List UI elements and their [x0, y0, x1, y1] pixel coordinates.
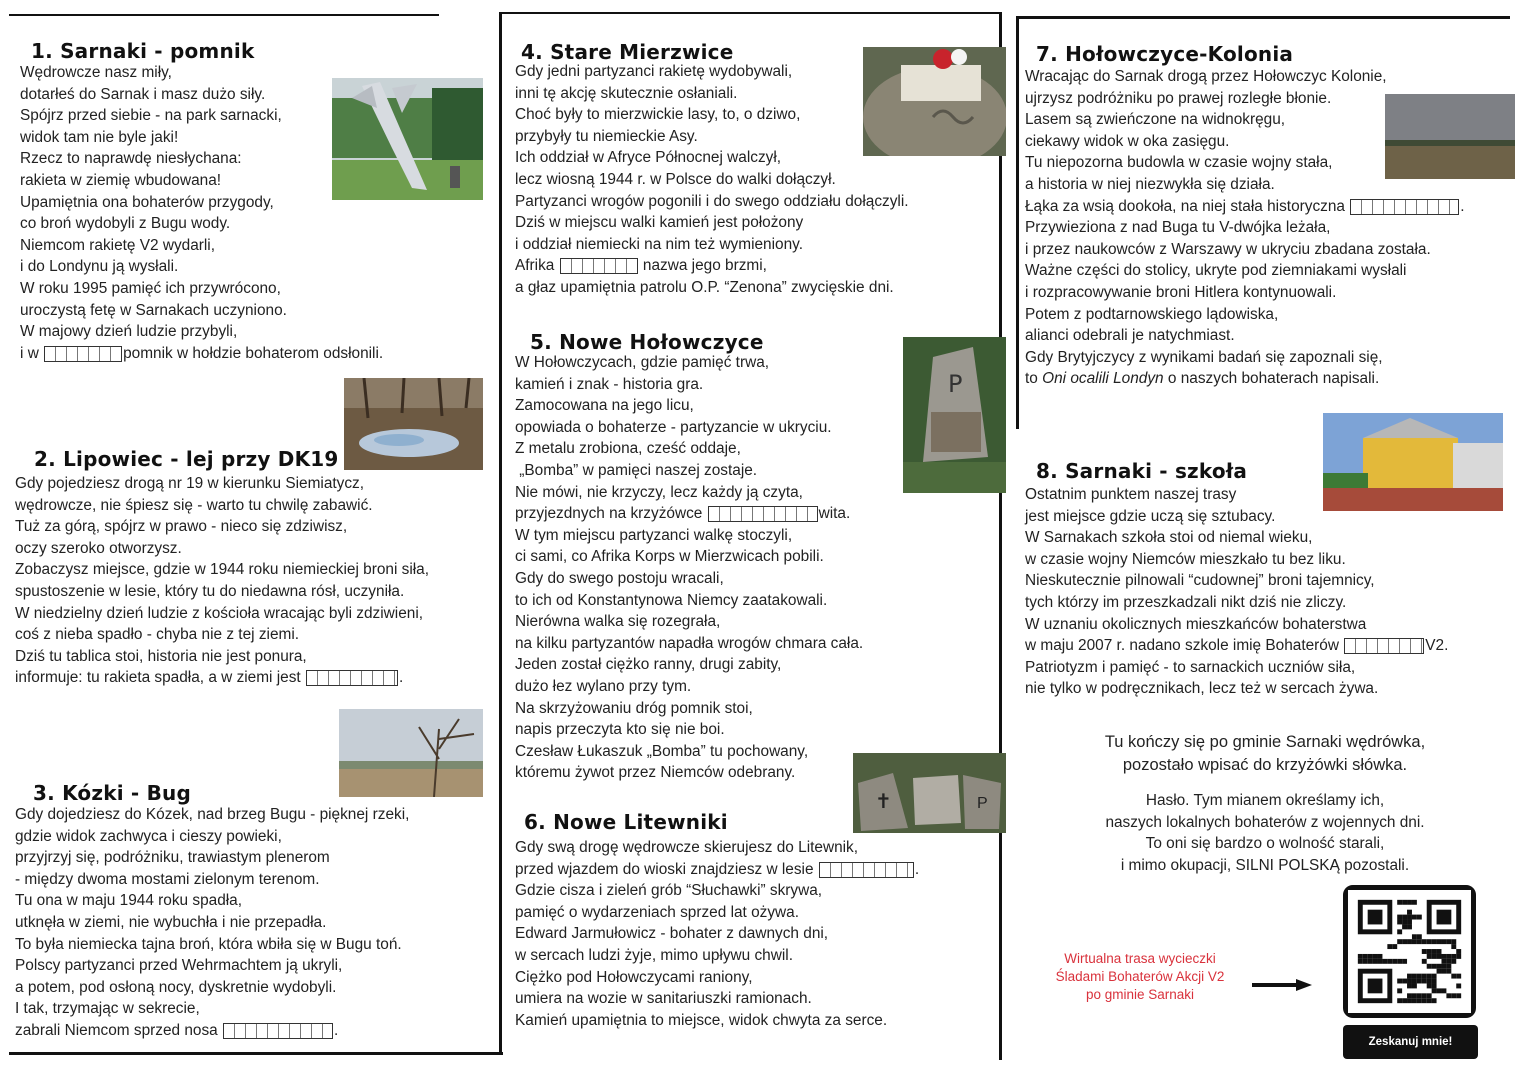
poem-line: Ciężko pod Hołowczycami raniony,	[515, 968, 753, 986]
poem-line: i oddział niemiecki na nim też wymieniony.	[515, 235, 803, 253]
poem-line: napis przeczyta kto się nie boi.	[515, 721, 725, 739]
poem-line: Jeden został ciężko ranny, drugi zabity,	[515, 656, 782, 674]
poem-line: i rozpracowywanie broni Hitlera kontynuowali.	[1025, 283, 1337, 301]
line-text: .	[334, 1021, 339, 1039]
poem-line: to ich od Konstantynowa Niemcy zaatakowali.	[515, 591, 828, 609]
poem-line: tych którzy im przeszkadzali nikt dziś nie zliczy.	[1025, 593, 1347, 611]
poem-line: Na skrzyżowaniu dróg pomnik stoi,	[515, 699, 753, 717]
section-3-poem	[15, 804, 409, 1042]
poem-line: Dziś w miejscu walki kamień jest położony	[515, 214, 804, 232]
poem-line: Gdy pojedziesz drogą nr 19 w kierunku Siemiatycz,	[15, 475, 365, 492]
crossword-box[interactable]	[708, 506, 818, 522]
qr-code-icon[interactable]	[1343, 885, 1476, 1018]
poem-line: dotarłeś do Sarnak i masz dużo siły.	[20, 85, 266, 103]
line-text: Afrika	[515, 257, 559, 275]
crossword-line	[15, 1020, 409, 1042]
poem-line: Tu ona w maju 1944 roku spadła,	[15, 892, 243, 910]
virtual-line: po gminie Sarnaki	[1085, 987, 1195, 1002]
haslo-line: i mimo okupacji, SILNI POLSKĄ pozostali.	[1120, 856, 1410, 874]
poem-line: W tym miejscu partyzanci walkę stoczyli,	[515, 526, 793, 544]
poem-line: przyjrzyj się, podróżniku, trawiastym plenerom	[15, 849, 330, 867]
outro-line: pozostało wpisać do krzyżówki słówka.	[1122, 756, 1408, 774]
poem-line: Patriotyzm i pamięć - to sarnackich uczniów siła,	[1025, 658, 1356, 676]
poem-line: Choć były to mierzwickie lasy, to, o dziwo,	[515, 106, 801, 124]
poem-line: Nie mówi, nie krzyczy, lecz każdy ją czyta,	[515, 483, 803, 501]
poem-line: dużo łez wylano przy tym.	[515, 677, 692, 695]
poem-line: Dziś tu tablica stoi, historia nie jest ponura,	[15, 647, 307, 665]
crossword-box[interactable]	[223, 1023, 333, 1039]
poem-line: Gdy swą drogę wędrowcze skierujesz do Litewnik,	[515, 839, 859, 856]
poem-line: opowiada o bohaterze - partyzancie w ukryciu.	[515, 418, 832, 436]
poem-line: Wracając do Sarnak drogą przez Hołowczyc Kolonie,	[1025, 68, 1387, 85]
poem-line: nie tylko w podręcznikach, lecz też w sercach żywa.	[1025, 680, 1379, 698]
line-text: .	[1460, 197, 1465, 215]
poem-line: Nierówna walka się rozegrała,	[515, 613, 721, 631]
poem-line: Czesław Łukaszuk „Bomba” tu pochowany,	[515, 742, 809, 760]
poem-line: Zobaczysz miejsce, gdzie w 1944 roku niemieckiej broni siła,	[15, 561, 430, 579]
crossword-line	[515, 503, 863, 525]
poem-line: Gdy Brytyjczycy z wynikami badań się zapoznali się,	[1025, 348, 1383, 366]
poem-line: w czasie wojny Niemców mieszkało tu bez liku.	[1025, 550, 1346, 568]
frame-column-2-right	[999, 12, 1002, 1060]
crossword-line	[20, 343, 383, 365]
outro-line: Tu kończy się po gminie Sarnaki wędrówka,	[1104, 733, 1426, 751]
poem-line: w sercach ludzi żyje, mimo upływu chwil.	[515, 946, 793, 964]
bomba-monument-photo	[903, 337, 1006, 493]
poem-line: lecz wiosną 1944 r. w Polsce do walki dołączył.	[515, 170, 836, 188]
crossword-box[interactable]	[1344, 638, 1424, 654]
section-5-poem	[515, 352, 863, 784]
poem-line: i do Londynu ją wysłali.	[20, 258, 179, 276]
poem-line: umiera na wozie w sanitariuszki ramionach.	[515, 990, 812, 1008]
line-text: Łąka za wsią dookoła, na niej stała historyczna	[1025, 197, 1350, 215]
line-text: o naszych bohaterach napisali.	[1163, 370, 1380, 388]
poem-line: W uznaniu okolicznych mieszkańców bohaterstwa	[1025, 615, 1367, 633]
line-text: pomnik w hołdzie bohaterom odsłonili.	[123, 344, 384, 362]
section-7-title: 7. Hołowczyce-Kolonia	[1036, 42, 1294, 66]
crossword-line	[1025, 196, 1465, 218]
line-text: .	[398, 669, 404, 687]
poem-line: Niemcom rakietę V2 wydarli,	[20, 236, 216, 254]
section-5-title: 5. Nowe Hołowczyce	[530, 330, 764, 354]
bug-river-photo	[339, 709, 483, 797]
poem-line: alianci odebrali je natychmiast.	[1025, 327, 1235, 345]
poem-line: oczy szeroko otworzysz.	[15, 539, 182, 557]
poem-line: Przywieziona z nad Buga tu V-dwójka leżała,	[1025, 219, 1331, 237]
line-text: V2.	[1425, 637, 1449, 655]
book-title: Oni ocalili Londyn	[1042, 370, 1164, 388]
poem-line: Ich oddział w Afryce Północnej walczył,	[515, 149, 782, 167]
poem-line: W majowy dzień ludzie przybyli,	[20, 323, 238, 341]
poem-line: a potem, pod osłoną nocy, dyskretnie wydobyli.	[15, 978, 337, 996]
poem-line: gdzie widok zachwyca i cieszy powieki,	[15, 827, 282, 845]
virtual-line: Śladami Bohaterów Akcji V2	[1055, 969, 1225, 984]
poem-line: Nieskutecznie pilnowali “cudownej” broni tajemnicy,	[1025, 572, 1375, 590]
poem-line: ujrzysz podróżniku po prawej rozległe błonie.	[1025, 89, 1332, 107]
poem-line: To była niemiecka tajna broń, która wbiła się w Bugu toń.	[15, 935, 402, 953]
poem-line: Gdy jedni partyzanci rakietę wydobywali,	[515, 63, 793, 80]
haslo-text	[1040, 790, 1490, 876]
poem-line: Potem z podtarnowskiego lądowiska,	[1025, 305, 1279, 323]
line-text: i w	[20, 344, 44, 362]
poem-line: Gdy dojedziesz do Kózek, nad brzeg Bugu - pięknej rzeki,	[15, 806, 410, 823]
line-text: informuje: tu rakieta spadła, a w ziemi jest	[15, 669, 305, 687]
svg-text:✝: ✝	[875, 791, 892, 813]
line-text: to	[1025, 370, 1043, 388]
outro-text	[1040, 731, 1490, 777]
poem-line: utknęła w ziemi, nie wybuchła i nie przepadła.	[15, 913, 327, 931]
poem-line: Gdy do swego postoju wracali,	[515, 569, 724, 587]
svg-text:P: P	[948, 370, 963, 398]
crossword-box[interactable]	[819, 862, 914, 878]
poem-line: W Sarnakach szkoła stoi od niemal wieku,	[1025, 529, 1313, 547]
poem-line: Upamiętnia ona bohaterów przygody,	[20, 193, 274, 211]
poem-line: i przez naukowców z Warszawy w ukryciu zbadana została.	[1025, 240, 1431, 258]
virtual-line: Wirtualna trasa wycieczki	[1064, 951, 1216, 966]
svg-text:P: P	[977, 795, 988, 812]
poem-line: kamień i znak - historia gra.	[515, 375, 704, 393]
crossword-box[interactable]	[306, 670, 398, 686]
section-4-title: 4. Stare Mierzwice	[521, 40, 734, 64]
poem-line: któremu żywot przez Niemców odebrany.	[515, 764, 796, 782]
line-text: wita.	[818, 505, 851, 523]
frame-column-3-left	[1016, 16, 1019, 429]
poem-line: - między dwoma mostami zielonym terenom.	[15, 870, 320, 888]
poem-line: „Bomba” w pamięci naszej zostaje.	[515, 461, 758, 479]
poem-line: Z metalu zrobiona, cześć oddaje,	[515, 440, 741, 458]
scan-me-button[interactable]: Zeskanuj mnie!	[1343, 1025, 1478, 1059]
crossword-line	[1025, 368, 1465, 390]
line-text: .	[914, 860, 920, 878]
crossword-line	[1025, 635, 1448, 657]
poem-line: na kilku partyzantów napadła wrogów chmara cała.	[515, 634, 864, 652]
crossword-line	[15, 667, 429, 689]
arrow-right-icon	[1252, 978, 1312, 990]
section-8-title: 8. Sarnaki - szkoła	[1036, 459, 1248, 483]
crossword-box[interactable]	[560, 258, 638, 274]
crossword-box[interactable]	[1350, 199, 1459, 215]
poem-line: co broń wydobyli z Bugu wody.	[20, 215, 231, 233]
section-6-poem	[515, 837, 919, 1031]
poem-line: Partyzanci wrogów pogonili i do swego oddziału dołączyli.	[515, 192, 909, 210]
poem-line: Tu niepozorna budowla w czasie wojny stała,	[1025, 154, 1333, 172]
poem-line: Spójrz przed siebie - na park sarnacki,	[20, 107, 282, 125]
section-2-title: 2. Lipowiec - lej przy DK19	[34, 447, 339, 471]
poem-line: inni tę akcję skutecznie osłaniali.	[515, 84, 738, 102]
frame-column-2-top	[499, 12, 1002, 14]
poem-line: Ważne części do stolicy, ukryte pod ziemniakami wysłali	[1025, 262, 1407, 280]
frame-column-3-top	[1016, 16, 1510, 19]
poem-line: Edward Jarmułowicz - bohater z dawnych dni,	[515, 925, 829, 943]
crossword-line	[515, 859, 919, 881]
crater-photo	[344, 378, 483, 470]
section-3-title: 3. Kózki - Bug	[33, 781, 191, 805]
poem-line: przybyły tu niemieckie Asy.	[515, 127, 698, 145]
poem-line: jest miejsce gdzie uczą się sztubacy.	[1025, 507, 1276, 525]
poem-line: W niedzielny dzień ludzie z kościoła wracając byli zdziwieni,	[15, 604, 424, 622]
poem-line: uroczystą fetę w Sarnakach uczyniono.	[20, 301, 287, 319]
section-2-poem	[15, 473, 429, 689]
section-1-poem	[20, 62, 383, 364]
meadow-photo	[1385, 94, 1515, 179]
section-4-poem	[515, 61, 909, 299]
virtual-tour-text	[1040, 950, 1240, 1004]
poem-line: Polscy partyzanci przed Wehrmachtem ją ukryli,	[15, 957, 343, 975]
section-8-poem	[1025, 484, 1448, 700]
poem-line: Gdzie cisza i zieleń grób “Słuchawki” skrywa,	[515, 882, 823, 900]
frame-column-2-bottom	[9, 1052, 503, 1055]
poem-line: coś z nieba spadło - chyba nie z tej ziemi.	[15, 626, 300, 644]
haslo-line: Hasło. Tym mianem określamy ich,	[1145, 792, 1385, 809]
poem-line: wędrowcze, nie śpiesz się - warto tu chwilę zabawić.	[15, 496, 373, 514]
poem-line: rakieta w ziemię wbudowana!	[20, 171, 222, 189]
rocket-monument-photo	[332, 78, 483, 200]
poem-line: Rzecz to naprawdę niesłychana:	[20, 150, 242, 168]
poem-line: W roku 1995 pamięć ich przywrócono,	[20, 279, 281, 297]
grave-photo	[853, 753, 1006, 833]
poem-line: a historia w niej niezwykła się działa.	[1025, 175, 1275, 193]
frame-column-1-right	[499, 12, 502, 1054]
line-text: przyjezdnych na krzyżówce	[515, 505, 707, 523]
line-text: przed wjazdem do wioski znajdziesz w lesie	[515, 860, 818, 878]
poem-line: ciekawy widok w oka zasięgu.	[1025, 132, 1230, 150]
crossword-box[interactable]	[44, 346, 122, 362]
poem-line: Zamocowana na jego licu,	[515, 397, 694, 415]
poem-line: Lasem są zwieńczone na widnokręgu,	[1025, 111, 1286, 129]
poem-line: I tak, trzymając w sekrecie,	[15, 1000, 200, 1018]
poem-line: Tuż za górą, spójrz w prawo - nieco się zdziwisz,	[15, 518, 348, 536]
poem-line: ci sami, co Afrika Korps w Mierzwicach pobili.	[515, 548, 824, 566]
poem-line: Wędrowcze nasz miły,	[20, 64, 172, 81]
poem-line: Ostatnim punktem naszej trasy	[1025, 486, 1237, 503]
poem-line: W Hołowczycach, gdzie pamięć trwa,	[515, 354, 770, 371]
section-1-title: 1. Sarnaki - pomnik	[31, 39, 255, 63]
haslo-line: naszych lokalnych bohaterów z wojennych dni.	[1105, 813, 1425, 831]
poem-line: widok tam nie byle jaki!	[20, 128, 179, 146]
poem-line: pamięć o wydarzeniach sprzed lat ożywa.	[515, 903, 800, 921]
line-text: nazwa jego brzmi,	[638, 257, 767, 275]
poem-line: Kamień upamiętnia to miejsce, widok chwyta za serce.	[515, 1011, 888, 1029]
poem-line: a głaz upamiętnia patrolu O.P. “Zenona” zwycięskie dni.	[515, 278, 894, 296]
line-text: zabrali Niemcom sprzed nosa	[15, 1021, 222, 1039]
section-6-title: 6. Nowe Litewniki	[524, 810, 728, 834]
stone-plaque-photo	[863, 47, 1006, 156]
poem-line: spustoszenie w lesie, który tu do niedawna rósł, uczyniła.	[15, 582, 405, 600]
line-text: w maju 2007 r. nadano szkole imię Bohaterów	[1025, 637, 1344, 655]
frame-column-1	[9, 14, 439, 16]
crossword-line	[515, 255, 909, 277]
haslo-line: To oni się bardzo o wolność starali,	[1145, 835, 1385, 852]
